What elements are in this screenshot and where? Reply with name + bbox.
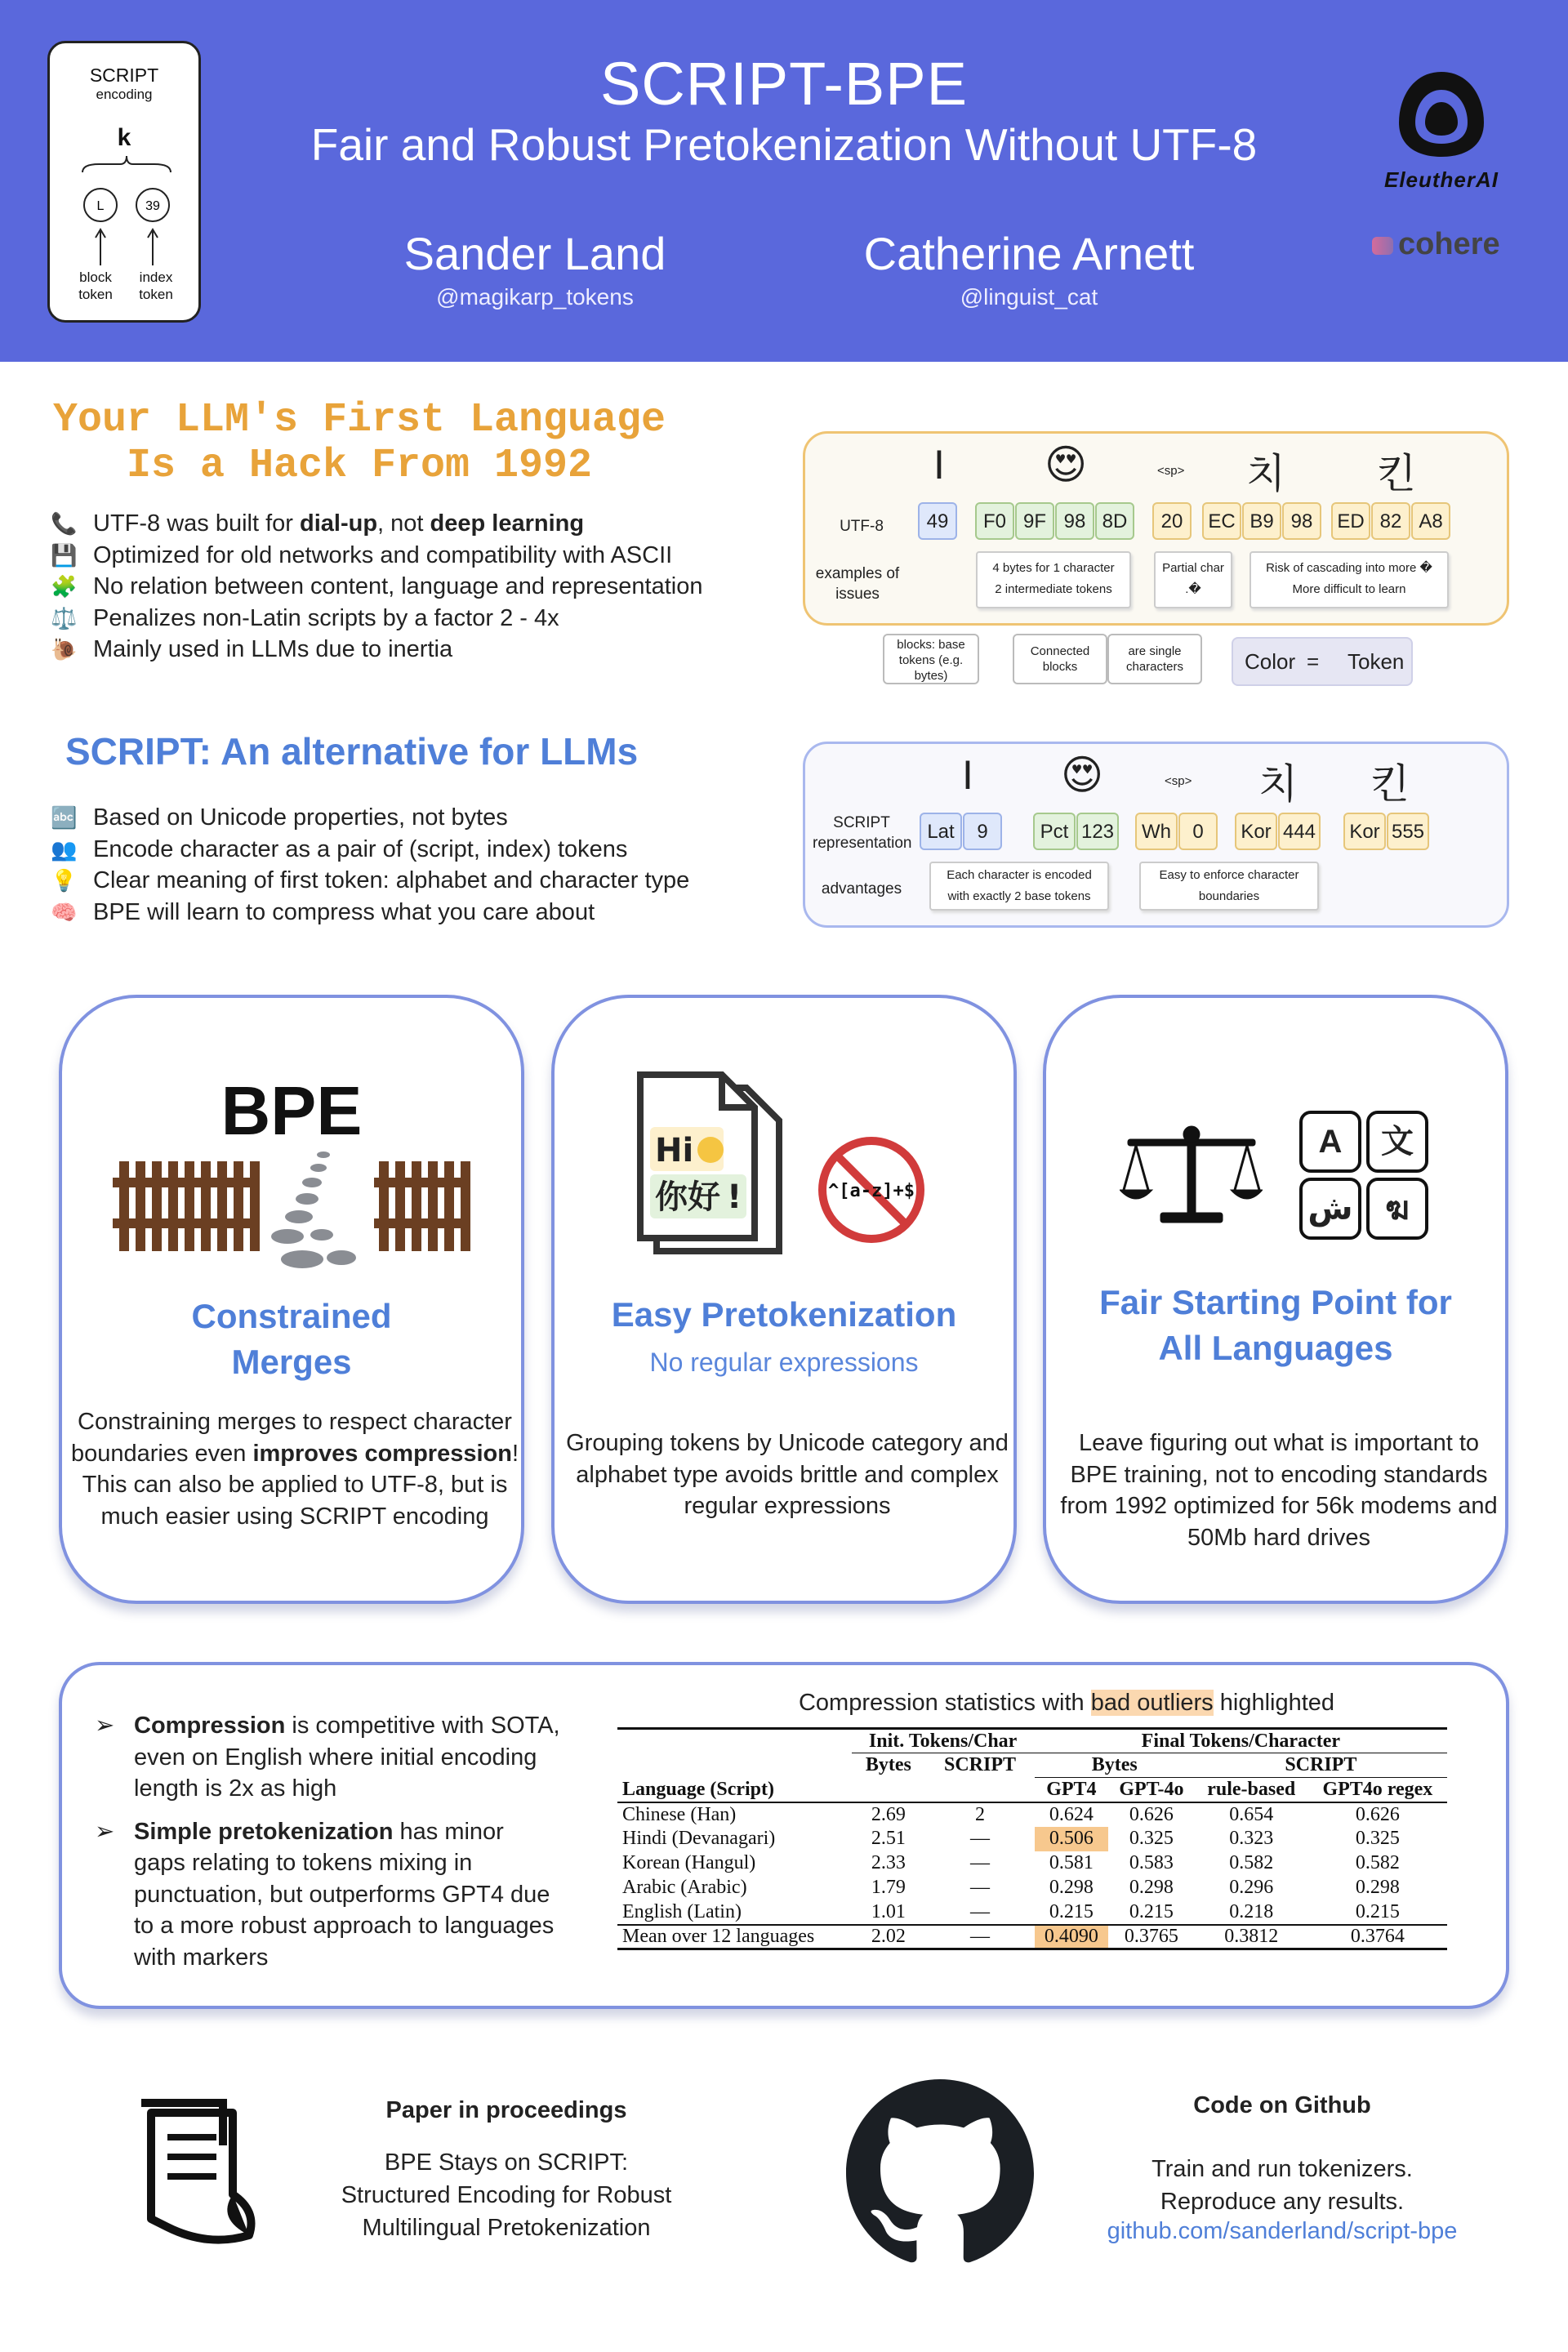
- emoji-heart-eyes-icon: 😍: [1060, 752, 1104, 798]
- document-icon: [632, 1071, 787, 1259]
- github-icon[interactable]: [846, 2079, 1034, 2267]
- table-cell: 2.51: [871, 1828, 906, 1849]
- table-header: Bytes: [865, 1754, 911, 1776]
- item-text: UTF-8 was built for: [93, 510, 300, 537]
- poster-title: SCRIPT-BPE: [600, 50, 968, 118]
- logo-right-label: index token: [139, 270, 173, 302]
- legend-color-token: [1232, 637, 1413, 686]
- people-icon: 👥: [51, 836, 78, 862]
- tile-thai: ฆ: [1366, 1178, 1428, 1240]
- logo-k: k: [117, 124, 131, 151]
- caption-highlight: bad outliers: [1090, 1690, 1214, 1716]
- item-text: Mainly used in LLMs due to inertia: [93, 636, 453, 662]
- table-cell: 0.298: [1049, 1877, 1094, 1898]
- table-cell: Hindi (Devanagari): [622, 1828, 776, 1849]
- table-header: [852, 1778, 926, 1802]
- body-text: Constraining merges to respect character boundaries even: [70, 1409, 512, 1467]
- doc-hi-text: Hi: [655, 1132, 694, 1169]
- legend-single: are single characters: [1107, 634, 1202, 684]
- paper-title-line: Structured Encoding for Robust: [341, 2182, 672, 2208]
- advantage-note: [929, 862, 1109, 911]
- caption-text: highlighted: [1213, 1690, 1335, 1716]
- paper-heading: Paper in proceedings: [385, 2097, 627, 2123]
- lightbulb-icon: 💡: [51, 868, 78, 893]
- table-row: [617, 1900, 1447, 1925]
- table-cell: 0.325: [1129, 1828, 1174, 1849]
- regex-text: ^[a-z]+$: [828, 1181, 915, 1201]
- note-line: Partial char: [1162, 561, 1224, 575]
- brain-icon: 🧠: [51, 899, 78, 924]
- byte-token: 8D: [1095, 502, 1134, 540]
- table-cell: 0.654: [1195, 1802, 1308, 1827]
- table-cell: —: [925, 1925, 1034, 1949]
- item-text: No relation between content, language and representation: [93, 573, 703, 599]
- logo-subtitle: encoding: [96, 87, 153, 102]
- script-token: Lat: [920, 813, 962, 850]
- note-line: 4 bytes for 1 character: [992, 561, 1115, 575]
- byte-token: A8: [1411, 502, 1450, 540]
- cohere-wordmark: cohere: [1398, 227, 1500, 261]
- poster-subtitle: Fair and Robust Pretokenization Without UTF-8: [310, 119, 1258, 170]
- space-glyph: <sp>: [1157, 464, 1185, 478]
- table-cell: 0.3765: [1108, 1925, 1195, 1949]
- list-item: [51, 634, 702, 666]
- section-title-utf8: [49, 398, 670, 489]
- table-cell-outlier: 0.506: [1035, 1827, 1108, 1851]
- tile-latin: A: [1299, 1111, 1361, 1173]
- section-title-line: Your LLM's First Language: [52, 397, 666, 443]
- table-group-header: Final Tokens/Character: [1035, 1729, 1447, 1753]
- table-cell: 0.325: [1355, 1828, 1400, 1849]
- table-row: [617, 1827, 1447, 1851]
- card-body: [70, 1406, 519, 1532]
- table-header-row: [617, 1753, 1447, 1778]
- note-line: Risk of cascading into more �: [1266, 561, 1432, 575]
- code-description-line: Train and run tokenizers.: [1152, 2156, 1413, 2182]
- table-cell: 2.33: [871, 1852, 906, 1873]
- table-header: SCRIPT: [943, 1754, 1016, 1776]
- cohere-mark-icon: [1372, 237, 1393, 255]
- space-glyph: <sp>: [1165, 774, 1192, 788]
- table-cell: —: [969, 1852, 990, 1873]
- table-row-mean: [617, 1925, 1447, 1949]
- card-title-line: Merges: [231, 1343, 352, 1381]
- table-header: GPT4: [1046, 1778, 1097, 1800]
- snail-icon: 🐌: [51, 637, 78, 662]
- legend-token-word: Token: [1348, 649, 1405, 674]
- card-body: Leave figuring out what is important to BPE training, not to encoding standards from 1992 optimized for 56k modems and 50Mb hard drives: [1060, 1430, 1498, 1551]
- table-cell: 1.01: [871, 1900, 906, 1922]
- table-header: Language (Script): [622, 1778, 774, 1800]
- bullet-text: has minor gaps relating to tokens mixing in punctuation, but outperforms GPT4 due to a more robust approach to languages with markers: [134, 1818, 555, 1971]
- table-header: GPT4o regex: [1322, 1778, 1433, 1800]
- row-label: UTF-8: [840, 518, 884, 535]
- table-cell: 0.218: [1229, 1900, 1274, 1922]
- table-cell: 0.582: [1355, 1852, 1400, 1873]
- list-item: [51, 834, 689, 866]
- table-cell: 0.215: [1129, 1900, 1174, 1922]
- table-caption: [650, 1690, 1483, 1717]
- table-cell: Mean over 12 languages: [617, 1925, 852, 1949]
- table-header: GPT-4o: [1119, 1778, 1184, 1800]
- list-item: [51, 571, 702, 603]
- arrow-bullet-icon: ➢: [95, 1818, 115, 1845]
- card-body: Grouping tokens by Unicode category and alphabet type avoids brittle and complex regular expressions: [566, 1430, 1009, 1519]
- emoji-heart-eyes-icon: 😍: [1044, 442, 1088, 488]
- arrow-bullet-icon: ➢: [95, 1713, 115, 1739]
- table-row: [617, 1851, 1447, 1876]
- byte-token: 9F: [1015, 502, 1054, 540]
- note-line: Easy to enforce character: [1159, 868, 1299, 882]
- table-cell: 0.582: [1229, 1852, 1274, 1873]
- doc-chinese-text: 你好: [655, 1178, 720, 1216]
- list-item: [51, 603, 702, 635]
- table-row: [617, 1876, 1447, 1900]
- bullet-text: is competitive with SOTA, even on English where initial encoding length is 2x as high: [134, 1713, 560, 1802]
- paper-title[interactable]: [294, 2146, 719, 2244]
- script-token: Kor: [1343, 813, 1386, 850]
- table-cell: 1.79: [871, 1877, 906, 1898]
- table-cell: 2.69: [852, 1802, 926, 1827]
- eleutherai-logo: [1380, 65, 1503, 193]
- bullet-bold: Simple pretokenization: [134, 1818, 394, 1845]
- card-fair-starting-point: [1043, 995, 1508, 1604]
- author-handle[interactable]: @magikarp_tokens: [436, 284, 634, 310]
- note-line: boundaries: [1198, 889, 1260, 903]
- table-header: [925, 1778, 1034, 1802]
- table-subgroup-header: Bytes: [1035, 1753, 1195, 1778]
- list-item: [51, 897, 689, 929]
- byte-token: 98: [1282, 502, 1321, 540]
- glyph-latin-i: I: [933, 442, 945, 488]
- puzzle-icon: 🧩: [51, 574, 78, 599]
- card-constrained-merges: [59, 995, 524, 1604]
- item-text: , not: [377, 510, 430, 537]
- logo-title: SCRIPT: [89, 65, 159, 86]
- script-token: Kor: [1235, 813, 1277, 850]
- bpe-logo: BPE: [220, 1072, 363, 1149]
- card-title: [62, 1294, 521, 1385]
- byte-token: B9: [1242, 502, 1281, 540]
- note-line: More difficult to learn: [1292, 582, 1406, 596]
- cohere-logo: [1372, 227, 1500, 262]
- utf8-issues-list: [51, 508, 702, 666]
- issue-note: [1154, 551, 1232, 608]
- paper-title-line: Multilingual Pretokenization: [362, 2215, 651, 2241]
- item-text: Penalizes non-Latin scripts by a factor 2 - 4x: [93, 604, 559, 631]
- abcd-icon: 🔤: [51, 805, 78, 830]
- legend-color-word: Color: [1245, 649, 1296, 674]
- byte-token: 49: [918, 502, 957, 540]
- row-label: advantages: [821, 880, 902, 898]
- note-line: 2 intermediate tokens: [995, 582, 1112, 596]
- list-item: [51, 802, 689, 834]
- code-description: [1070, 2153, 1494, 2218]
- script-token: 9: [963, 813, 1002, 850]
- table-row: [617, 1802, 1447, 1827]
- body-bold: improves compression: [252, 1440, 512, 1467]
- floppy-disk-icon: 💾: [51, 542, 78, 568]
- table-cell: 0.296: [1229, 1877, 1274, 1898]
- issue-note: [976, 551, 1131, 608]
- legend-connected: Connected blocks: [1013, 634, 1107, 684]
- item-text: Encode character as a pair of (script, index) tokens: [93, 835, 628, 862]
- item-text: Optimized for old networks and compatibility with ASCII: [93, 541, 673, 568]
- note-line: .�: [1185, 582, 1201, 596]
- scales-icon: ⚖️: [51, 605, 78, 630]
- byte-token: EC: [1202, 502, 1241, 540]
- table-header: [617, 1729, 852, 1753]
- card-title-line: Constrained: [191, 1297, 392, 1335]
- fence-path-icon: [113, 1145, 472, 1276]
- list-item: [51, 865, 689, 897]
- script-token: 123: [1076, 813, 1119, 850]
- legend-blocks: blocks: base tokens (e.g. bytes): [883, 634, 979, 684]
- logo-right-circle: 39: [145, 199, 160, 213]
- body-text: ! This can also be applied to UTF-8, but is much easier using SCRIPT encoding: [82, 1440, 519, 1530]
- glyph-korean: 치: [1245, 451, 1286, 497]
- item-text: Based on Unicode properties, not bytes: [93, 804, 508, 831]
- bullet-bold: Compression: [134, 1713, 286, 1739]
- table-cell: 0.298: [1129, 1877, 1174, 1898]
- table-cell: —: [969, 1828, 990, 1849]
- script-token: Wh: [1135, 813, 1178, 850]
- byte-token: F0: [975, 502, 1014, 540]
- advantage-note: [1139, 862, 1319, 911]
- byte-token: 98: [1055, 502, 1094, 540]
- poster-header: [0, 0, 1568, 362]
- table-cell: English (Latin): [622, 1900, 742, 1922]
- table-cell: 0.581: [1049, 1852, 1094, 1873]
- paper-title-line: BPE Stays on SCRIPT:: [384, 2149, 629, 2176]
- list-item: [51, 540, 702, 572]
- glyph-korean: 킨: [1376, 451, 1417, 497]
- code-heading: Code on Github: [1193, 2092, 1371, 2118]
- table-header: [617, 1753, 852, 1778]
- item-bold: dial-up: [300, 510, 378, 537]
- table-group-header: Init. Tokens/Char: [852, 1729, 1035, 1753]
- stats-bullets: [95, 1710, 560, 1984]
- eleuther-mark-icon: [1392, 65, 1490, 163]
- table-header-row: [617, 1729, 1447, 1753]
- script-token: 0: [1178, 813, 1218, 850]
- table-cell: 2.02: [852, 1925, 926, 1949]
- issue-note: [1250, 551, 1449, 608]
- glyph-korean: 치: [1258, 761, 1298, 807]
- glyph-korean: 킨: [1370, 761, 1410, 807]
- byte-token: 20: [1152, 502, 1192, 540]
- table-cell: 0.323: [1229, 1828, 1274, 1849]
- section-title-script: SCRIPT: An alternative for LLMs: [65, 730, 639, 773]
- code-description-line: Reproduce any results.: [1160, 2189, 1405, 2215]
- table-cell: 0.583: [1129, 1852, 1174, 1873]
- table-cell: 0.3764: [1308, 1925, 1447, 1949]
- script-advantages-list: [51, 802, 689, 928]
- author-name: Catherine Arnett: [863, 228, 1195, 279]
- table-cell: Chinese (Han): [617, 1802, 852, 1827]
- compression-stats-panel: [59, 1662, 1509, 2009]
- table-cell: Arabic (Arabic): [622, 1877, 747, 1898]
- item-bold: deep learning: [430, 510, 585, 537]
- byte-token: ED: [1331, 502, 1370, 540]
- scales-of-justice-icon: [1120, 1125, 1263, 1227]
- table-cell: —: [969, 1877, 990, 1898]
- table-cell: 0.626: [1308, 1802, 1447, 1827]
- logo-left-circle: L: [96, 199, 105, 213]
- card-title: Easy Pretokenization: [611, 1295, 957, 1334]
- table-cell: Korean (Hangul): [622, 1852, 756, 1873]
- script-token: 555: [1387, 813, 1429, 850]
- eleutherai-wordmark: EleutherAI: [1383, 167, 1499, 192]
- table-cell: 0.298: [1355, 1877, 1400, 1898]
- table-cell: 2: [925, 1802, 1034, 1827]
- results-table: [617, 1727, 1447, 1950]
- tile-han: 文: [1366, 1111, 1428, 1173]
- author-name: Sander Land: [403, 228, 666, 279]
- script-tiles: [1299, 1111, 1430, 1241]
- no-regex-icon: [814, 1133, 929, 1247]
- byte-token: 82: [1371, 502, 1410, 540]
- table-cell: —: [969, 1900, 990, 1922]
- caption-text: Compression statistics with: [798, 1690, 1091, 1716]
- logo-left-label: block token: [78, 270, 113, 302]
- card-title-line: All Languages: [1158, 1329, 1393, 1367]
- card-subtitle: No regular expressions: [649, 1348, 919, 1377]
- author-handle[interactable]: @linguist_cat: [960, 284, 1098, 310]
- table-header: rule-based: [1207, 1778, 1296, 1800]
- doc-bang-text: !: [727, 1178, 742, 1216]
- card-title: [1046, 1280, 1505, 1371]
- row-label: examples of issues: [815, 565, 900, 603]
- tile-arabic: ش: [1299, 1178, 1361, 1240]
- card-easy-pretokenization: [551, 995, 1017, 1604]
- section-title-line: Is a Hack From 1992: [126, 443, 593, 489]
- table-header-row: [617, 1778, 1447, 1802]
- glyph-latin-i: I: [962, 752, 973, 798]
- item-text: Clear meaning of first token: alphabet and character type: [93, 867, 690, 893]
- github-link[interactable]: github.com/sanderland/script-bpe: [1107, 2218, 1458, 2244]
- list-item: [51, 508, 702, 540]
- note-line: with exactly 2 base tokens: [947, 889, 1091, 903]
- table-cell: 0.215: [1049, 1900, 1094, 1922]
- card-title-line: Fair Starting Point for: [1099, 1283, 1452, 1321]
- table-cell: 0.3812: [1195, 1925, 1308, 1949]
- bullet-item: [95, 1710, 560, 1805]
- table-subgroup-header: SCRIPT: [1195, 1753, 1447, 1778]
- table-cell: 0.624: [1035, 1802, 1108, 1827]
- script-token: 444: [1278, 813, 1321, 850]
- item-text: BPE will learn to compress what you care about: [93, 898, 595, 925]
- table-cell: 0.626: [1108, 1802, 1195, 1827]
- table-cell: 0.215: [1355, 1900, 1400, 1922]
- table-cell-outlier: 0.4090: [1035, 1925, 1108, 1949]
- note-line: Each character is encoded: [947, 868, 1092, 882]
- script-token: Pct: [1033, 813, 1076, 850]
- paper-document-icon: [135, 2096, 265, 2252]
- phone-icon: 📞: [51, 511, 78, 536]
- legend-equals: =: [1307, 649, 1320, 674]
- row-label: SCRIPT representation: [813, 814, 912, 852]
- bullet-item: [95, 1816, 560, 1974]
